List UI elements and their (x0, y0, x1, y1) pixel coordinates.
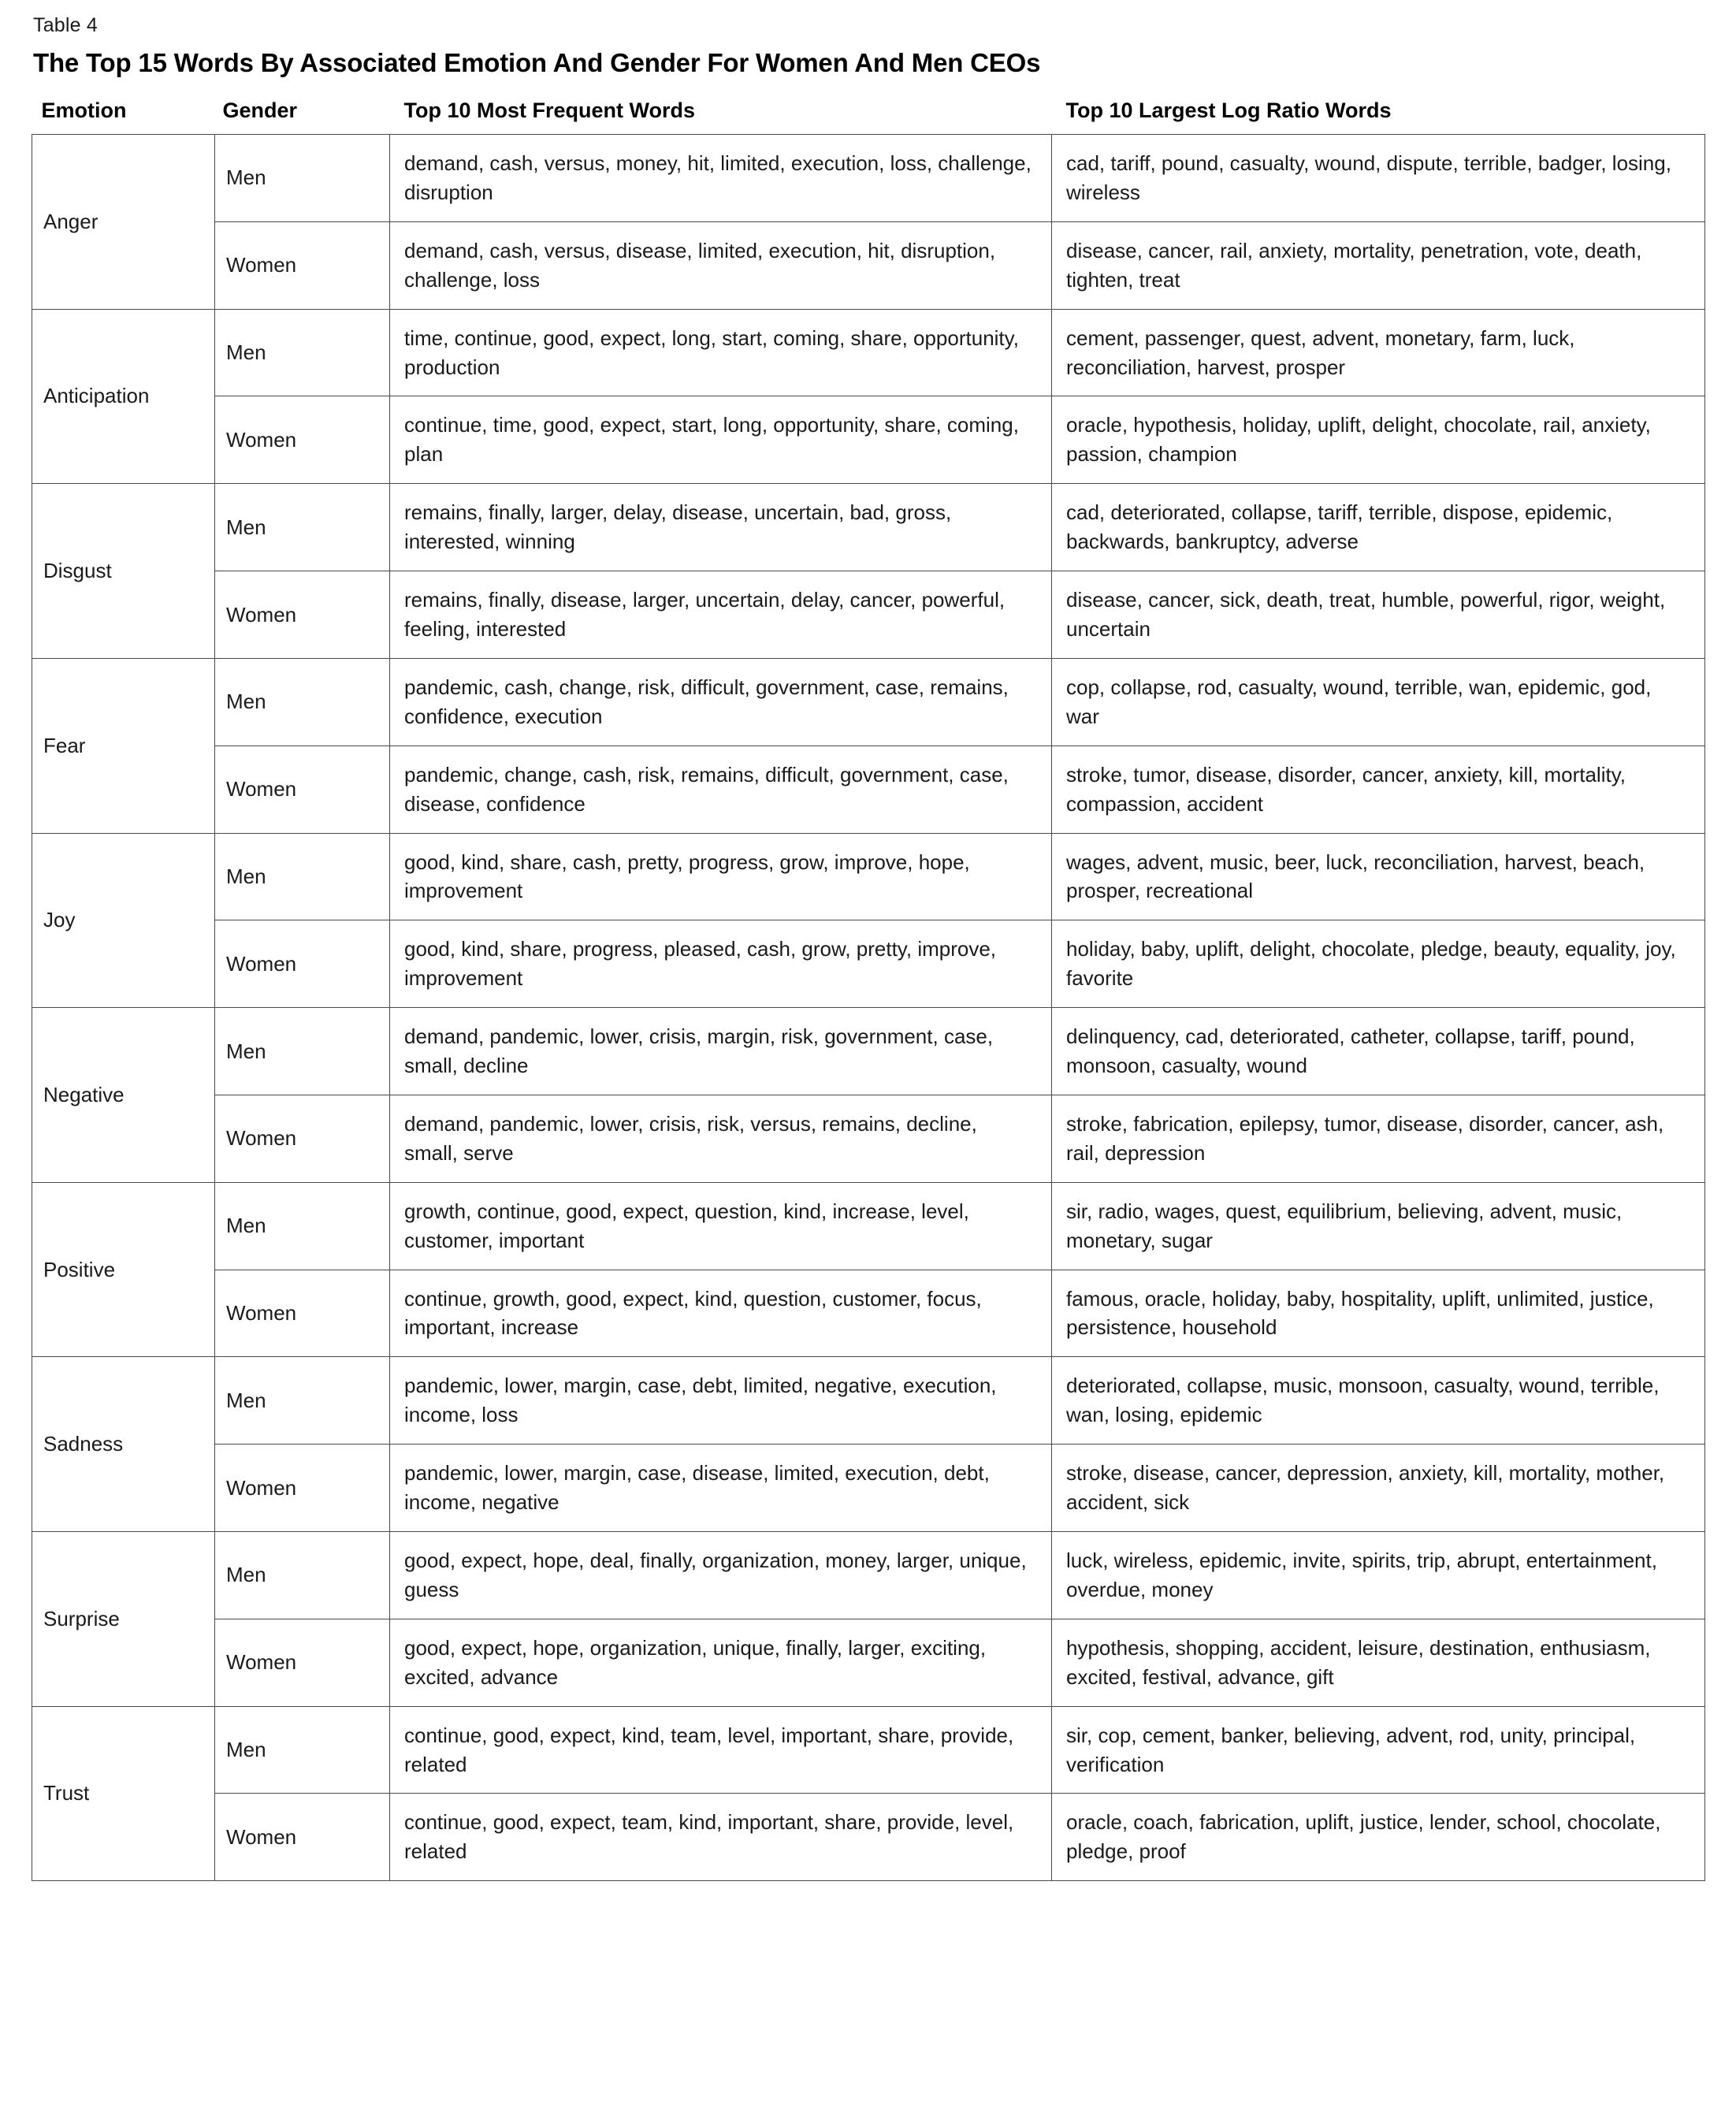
cell-most-frequent-men: good, expect, hope, deal, finally, organization, money, larger, unique, guess (390, 1532, 1052, 1619)
table-row (32, 1182, 1705, 1270)
cell-most-frequent-men: demand, cash, versus, money, hit, limited, execution, loss, challenge, disruption (390, 135, 1052, 222)
table-row (32, 1532, 1705, 1619)
table-row (32, 1619, 1705, 1706)
cell-log-ratio-men: cad, deteriorated, collapse, tariff, terrible, dispose, epidemic, backwards, bankruptcy, adverse (1052, 484, 1705, 571)
table-row (32, 746, 1705, 833)
cell-gender-men: Men (215, 484, 390, 571)
cell-log-ratio-men: delinquency, cad, deteriorated, catheter, collapse, tariff, pound, monsoon, casualty, wound (1052, 1008, 1705, 1095)
emotion-label: Joy (43, 908, 76, 932)
cell-most-frequent-men: remains, finally, larger, delay, disease, uncertain, bad, gross, interested, winning (390, 484, 1052, 571)
cell-log-ratio-women: disease, cancer, rail, anxiety, mortality, penetration, vote, death, tighten, treat (1052, 221, 1705, 309)
column-header-gender: Gender (222, 99, 298, 122)
table-body (32, 135, 1705, 1881)
cell-gender-women: Women (215, 1270, 390, 1357)
table-row (32, 833, 1705, 920)
cell-log-ratio-women: disease, cancer, sick, death, treat, humble, powerful, rigor, weight, uncertain (1052, 571, 1705, 659)
emotion-label: Positive (43, 1257, 116, 1281)
cell-emotion (32, 135, 215, 310)
table-row (32, 221, 1705, 309)
cell-most-frequent-women: continue, growth, good, expect, kind, question, customer, focus, important, increase (390, 1270, 1052, 1357)
table-header-row (32, 99, 1705, 135)
cell-most-frequent-women: remains, finally, disease, larger, uncertain, delay, cancer, powerful, feeling, interested (390, 571, 1052, 659)
cell-emotion (32, 309, 215, 484)
cell-emotion (32, 1706, 215, 1881)
cell-gender-men: Men (215, 658, 390, 746)
cell-most-frequent-men: good, kind, share, cash, pretty, progress, grow, improve, hope, improvement (390, 833, 1052, 920)
table-row (32, 920, 1705, 1008)
cell-most-frequent-men: time, continue, good, expect, long, start, coming, share, opportunity, production (390, 309, 1052, 396)
cell-gender-men: Men (215, 833, 390, 920)
cell-most-frequent-women: continue, good, expect, team, kind, important, share, provide, level, related (390, 1794, 1052, 1881)
cell-most-frequent-women: pandemic, change, cash, risk, remains, difficult, government, case, disease, confidence (390, 746, 1052, 833)
cell-log-ratio-men: deteriorated, collapse, music, monsoon, casualty, wound, terrible, wan, losing, epidemic (1052, 1357, 1705, 1445)
table-row (32, 1794, 1705, 1881)
cell-gender-women: Women (215, 920, 390, 1008)
cell-log-ratio-women: famous, oracle, holiday, baby, hospitality, uplift, unlimited, justice, persistence, household (1052, 1270, 1705, 1357)
column-header-log-ratio: Top 10 Largest Log Ratio Words (1065, 99, 1392, 122)
cell-most-frequent-women: good, expect, hope, organization, unique, finally, larger, exciting, excited, advance (390, 1619, 1052, 1706)
cell-emotion (32, 1008, 215, 1183)
table-row (32, 1270, 1705, 1357)
cell-gender-men: Men (215, 309, 390, 396)
table-row (32, 1706, 1705, 1794)
cell-gender-men: Men (215, 135, 390, 222)
cell-most-frequent-men: demand, pandemic, lower, crisis, margin, risk, government, case, small, decline (390, 1008, 1052, 1095)
cell-gender-men: Men (215, 1357, 390, 1445)
cell-gender-women: Women (215, 1619, 390, 1706)
cell-emotion (32, 484, 215, 659)
page-title: The Top 15 Words By Associated Emotion And Gender For Women And Men CEOs (33, 48, 1041, 77)
cell-emotion (32, 1182, 215, 1357)
cell-log-ratio-men: cop, collapse, rod, casualty, wound, terrible, wan, epidemic, god, war (1052, 658, 1705, 746)
cell-most-frequent-men: continue, good, expect, kind, team, level, important, share, provide, related (390, 1706, 1052, 1794)
cell-gender-men: Men (215, 1008, 390, 1095)
cell-most-frequent-men: pandemic, lower, margin, case, debt, limited, negative, execution, income, loss (390, 1357, 1052, 1445)
cell-gender-men: Men (215, 1532, 390, 1619)
cell-log-ratio-men: sir, cop, cement, banker, believing, advent, rod, unity, principal, verification (1052, 1706, 1705, 1794)
cell-most-frequent-women: continue, time, good, expect, start, long, opportunity, share, coming, plan (390, 396, 1052, 484)
cell-log-ratio-women: hypothesis, shopping, accident, leisure, destination, enthusiasm, excited, festival, advance, gift (1052, 1619, 1705, 1706)
cell-most-frequent-women: pandemic, lower, margin, case, disease, limited, execution, debt, income, negative (390, 1445, 1052, 1532)
cell-most-frequent-men: growth, continue, good, expect, question, kind, increase, level, customer, important (390, 1182, 1052, 1270)
table-row (32, 1445, 1705, 1532)
cell-gender-women: Women (215, 1794, 390, 1881)
table-header (32, 99, 1705, 135)
cell-gender-women: Women (215, 746, 390, 833)
cell-log-ratio-women: stroke, disease, cancer, depression, anxiety, kill, mortality, mother, accident, sick (1052, 1445, 1705, 1532)
column-header-emotion: Emotion (41, 99, 127, 122)
cell-gender-women: Women (215, 1445, 390, 1532)
emotion-label: Trust (43, 1781, 90, 1805)
cell-log-ratio-men: wages, advent, music, beer, luck, reconciliation, harvest, beach, prosper, recreational (1052, 833, 1705, 920)
cell-log-ratio-women: holiday, baby, uplift, delight, chocolate, pledge, beauty, equality, joy, favorite (1052, 920, 1705, 1008)
table-row (32, 571, 1705, 659)
table-row (32, 1095, 1705, 1182)
cell-gender-women: Women (215, 571, 390, 659)
emotion-label: Fear (43, 733, 86, 757)
cell-most-frequent-women: demand, cash, versus, disease, limited, execution, hit, disruption, challenge, loss (390, 221, 1052, 309)
table-row (32, 658, 1705, 746)
cell-log-ratio-women: stroke, tumor, disease, disorder, cancer, anxiety, kill, mortality, compassion, accident (1052, 746, 1705, 833)
emotion-label: Surprise (43, 1606, 120, 1630)
emotion-label: Anger (43, 209, 99, 233)
table-row (32, 309, 1705, 396)
cell-most-frequent-women: good, kind, share, progress, pleased, cash, grow, pretty, improve, improvement (390, 920, 1052, 1008)
cell-log-ratio-men: cement, passenger, quest, advent, monetary, farm, luck, reconciliation, harvest, prosper (1052, 309, 1705, 396)
column-header-most-frequent: Top 10 Most Frequent Words (403, 99, 696, 122)
table-label: Table 4 (33, 14, 99, 36)
cell-emotion (32, 1357, 215, 1532)
table-row (32, 484, 1705, 571)
table-row (32, 1008, 1705, 1095)
cell-emotion (32, 833, 215, 1008)
cell-log-ratio-women: oracle, hypothesis, holiday, uplift, delight, chocolate, rail, anxiety, passion, champion (1052, 396, 1705, 484)
emotion-label: Negative (43, 1082, 125, 1106)
emotion-gender-words-table (32, 99, 1705, 1881)
cell-gender-women: Women (215, 221, 390, 309)
cell-gender-women: Women (215, 396, 390, 484)
cell-log-ratio-women: oracle, coach, fabrication, uplift, justice, lender, school, chocolate, pledge, proof (1052, 1794, 1705, 1881)
cell-most-frequent-women: demand, pandemic, lower, crisis, risk, versus, remains, decline, small, serve (390, 1095, 1052, 1182)
cell-log-ratio-women: stroke, fabrication, epilepsy, tumor, disease, disorder, cancer, ash, rail, depression (1052, 1095, 1705, 1182)
cell-gender-men: Men (215, 1706, 390, 1794)
cell-most-frequent-men: pandemic, cash, change, risk, difficult, government, case, remains, confidence, execution (390, 658, 1052, 746)
cell-emotion (32, 1532, 215, 1707)
cell-gender-women: Women (215, 1095, 390, 1182)
table-row (32, 396, 1705, 484)
table-row (32, 1357, 1705, 1445)
emotion-label: Anticipation (43, 384, 150, 408)
emotion-label: Disgust (43, 559, 112, 583)
emotion-label: Sadness (43, 1432, 124, 1456)
cell-gender-men: Men (215, 1182, 390, 1270)
cell-log-ratio-men: luck, wireless, epidemic, invite, spirits, trip, abrupt, entertainment, overdue, money (1052, 1532, 1705, 1619)
cell-log-ratio-men: sir, radio, wages, quest, equilibrium, believing, advent, music, monetary, sugar (1052, 1182, 1705, 1270)
table-row (32, 135, 1705, 222)
cell-log-ratio-men: cad, tariff, pound, casualty, wound, dispute, terrible, badger, losing, wireless (1052, 135, 1705, 222)
cell-emotion (32, 658, 215, 833)
